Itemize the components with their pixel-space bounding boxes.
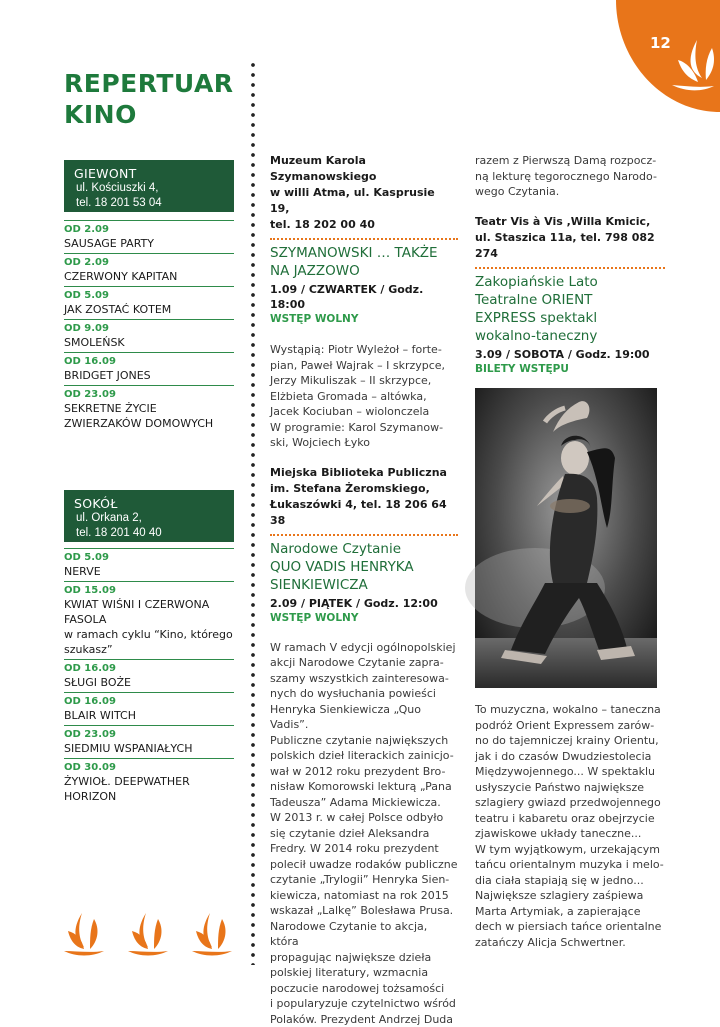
venue-biblioteka — [270, 465, 458, 529]
list-item — [64, 220, 234, 251]
cinema-header-sokol — [64, 490, 234, 542]
film-title: CZERWONY KAPITAN — [64, 269, 234, 284]
flame-ornament-icon — [64, 913, 104, 956]
event-title-line: EXPRESS spektakl — [475, 309, 665, 327]
event-entry: WSTĘP WOLNY — [270, 611, 458, 626]
film-date: OD 2.09 — [64, 223, 234, 236]
text-line: pian, Paweł Wajrak – I skrzypce, — [270, 358, 458, 374]
text-line: propagując największe dzieła — [270, 950, 458, 966]
text-line: To muzyczna, wokalno – taneczna — [475, 702, 670, 718]
venue-line: ul. Staszica 11a, tel. 798 082 274 — [475, 230, 665, 262]
film-title: JAK ZOSTAĆ KOTEM — [64, 302, 234, 317]
text-line: szlagiery gwiazd przedwojennego — [475, 795, 670, 811]
title-line-2: KINO — [64, 99, 234, 130]
text-line: i popularyzuje czytelnictwo wśród — [270, 996, 458, 1012]
film-date: OD 9.09 — [64, 322, 234, 335]
text-line: Jacek Kociuban – wiolonczela — [270, 404, 458, 420]
event-entry: BILETY WSTĘPU — [475, 362, 665, 377]
film-title: NERVE — [64, 564, 234, 579]
text-line: się czytanie dzieł Aleksandra — [270, 826, 458, 842]
film-date: OD 23.09 — [64, 388, 234, 401]
film-date: OD 2.09 — [64, 256, 234, 269]
text-line: W 2013 r. w całej Polsce odbyło — [270, 810, 458, 826]
column-divider — [250, 60, 256, 965]
continued-text — [475, 153, 665, 200]
event-title-line: Narodowe Czytanie — [270, 540, 458, 558]
list-item — [64, 352, 234, 383]
film-date: OD 23.09 — [64, 728, 234, 741]
text-line: wał w 2012 roku prezydent Bro- — [270, 764, 458, 780]
list-item — [64, 725, 234, 756]
list-item — [64, 581, 234, 657]
text-line: ną lekturę tegorocznego Narodo- — [475, 169, 665, 185]
text-line: dech w piersiach tańce orientalne — [475, 919, 670, 935]
dotted-separator — [475, 267, 665, 269]
film-date: OD 15.09 — [64, 584, 234, 597]
venue-szymanowski — [270, 153, 458, 233]
cinema-address: ul. Orkana 2, — [74, 511, 234, 526]
film-title: SMOLEŃSK — [64, 335, 234, 350]
text-line: zjawiskowe układy taneczne... — [475, 826, 670, 842]
film-title: SŁUGI BOŻE — [64, 675, 234, 690]
text-line: poczucie narodowej tożsamości — [270, 981, 458, 997]
venue-line: tel. 18 202 00 40 — [270, 217, 458, 233]
event-title-line: QUO VADIS HENRYKA — [270, 558, 458, 576]
film-date: OD 30.09 — [64, 761, 234, 774]
venue-line: im. Stefana Żeromskiego, — [270, 481, 458, 497]
event-title-line: NA JAZZOWO — [270, 262, 458, 280]
film-title: BRIDGET JONES — [64, 368, 234, 383]
list-item — [64, 548, 234, 579]
text-line: akcji Narodowe Czytanie zapra- — [270, 655, 458, 671]
dancer-photo — [475, 388, 657, 688]
event-column-middle — [270, 153, 458, 1027]
film-list-sokol — [64, 548, 234, 806]
film-title: SEKRETNE ŻYCIE ZWIERZAKÓW DOMOWYCH — [64, 401, 234, 431]
text-line: Największe szlagiery zaśpiewa — [475, 888, 670, 904]
venue-line: Łukaszówki 4, tel. 18 206 64 38 — [270, 497, 458, 529]
film-title: KWIAT WIŚNI I CZERWONA FASOLA — [64, 597, 234, 627]
film-date: OD 5.09 — [64, 289, 234, 302]
text-line: Henryka Sienkiewicza „Quo Vadis”. — [270, 702, 458, 733]
film-date: OD 16.09 — [64, 662, 234, 675]
text-line: kiewicza, natomiast na rok 2015 — [270, 888, 458, 904]
text-line: W ramach V edycji ogólnopolskiej — [270, 640, 458, 656]
film-title: BLAIR WITCH — [64, 708, 234, 723]
event-title-line: SIENKIEWICZA — [270, 576, 458, 594]
dotted-separator — [270, 238, 458, 240]
text-line: W programie: Karol Szymanow- — [270, 420, 458, 436]
film-title: SIEDMIU WSPANIAŁYCH — [64, 741, 234, 756]
event-title — [270, 540, 458, 594]
film-date: OD 5.09 — [64, 551, 234, 564]
venue-teatr — [475, 214, 665, 262]
cinema-phone: tel. 18 201 53 04 — [74, 196, 234, 211]
event-entry: WSTĘP WOLNY — [270, 312, 458, 327]
venue-line: Muzeum Karola Szymanowskiego — [270, 153, 458, 185]
text-line: Elżbieta Gromada – altówka, — [270, 389, 458, 405]
text-line: tańcu orientalnym muzyka i melo- — [475, 857, 670, 873]
film-title: ŻYWIOŁ. DEEPWATHER HORIZON — [64, 774, 234, 804]
film-list-giewont — [64, 220, 234, 433]
film-date: OD 16.09 — [64, 695, 234, 708]
page-corner-decoration — [602, 0, 720, 112]
text-line: Polaków. Prezydent Andrzej Duda — [270, 1012, 458, 1027]
event-title — [270, 244, 458, 280]
film-title: SAUSAGE PARTY — [64, 236, 234, 251]
event-title-line: Zakopiańskie Lato — [475, 273, 665, 291]
event-date: 1.09 / CZWARTEK / Godz. 18:00 — [270, 282, 458, 312]
text-line: polskich dzieł literackich zainicjo- — [270, 748, 458, 764]
event-title-line: wokalno-taneczny — [475, 327, 665, 345]
text-line: jak i do czasów Dwudziestolecia — [475, 749, 670, 765]
flame-ornament-icon — [192, 913, 232, 956]
text-line: W tym wyjątkowym, urzekającym — [475, 842, 670, 858]
film-subtitle: w ramach cyklu “Kino, którego szukasz” — [64, 627, 234, 657]
text-line: teatru i kabaretu oraz obejrzycie — [475, 811, 670, 827]
text-line: no do tajemniczej krainy Orientu, — [475, 733, 670, 749]
event-title-line: SZYMANOWSKI … TAKŻE — [270, 244, 458, 262]
event-column-right — [475, 153, 665, 377]
text-line: zatańczy Alicja Schwertner. — [475, 935, 670, 951]
dotted-separator — [270, 534, 458, 536]
venue-line: Miejska Biblioteka Publiczna — [270, 465, 458, 481]
cinema-name: SOKÓŁ — [74, 496, 234, 511]
text-line: Międzywojennego... W spektaklu — [475, 764, 670, 780]
text-line: Narodowe Czytanie to akcja, która — [270, 919, 458, 950]
text-line: Wystąpią: Piotr Wyleżoł – forte- — [270, 342, 458, 358]
list-item — [64, 286, 234, 317]
text-line: wego Czytania. — [475, 184, 665, 200]
venue-line: w willi Atma, ul. Kasprusie 19, — [270, 185, 458, 217]
text-line: czytanie „Trylogii” Henryka Sien- — [270, 872, 458, 888]
list-item — [64, 692, 234, 723]
text-line: ski, Wojciech Łyko — [270, 435, 458, 451]
event-date: 3.09 / SOBOTA / Godz. 19:00 — [475, 347, 665, 362]
event-title-line: Teatralne ORIENT — [475, 291, 665, 309]
text-line: Tadeusza” Adama Mickiewicza. — [270, 795, 458, 811]
text-line: nych do wysłuchania powieści — [270, 686, 458, 702]
cinema-phone: tel. 18 201 40 40 — [74, 526, 234, 541]
list-item — [64, 659, 234, 690]
event-title — [475, 273, 665, 345]
list-item — [64, 385, 234, 431]
title-line-1: REPERTUAR — [64, 68, 234, 99]
venue-line: Teatr Vis à Vis ,Willa Kmicic, — [475, 214, 665, 230]
section-title — [64, 68, 234, 130]
text-line: Jerzy Mikuliszak – II skrzypce, — [270, 373, 458, 389]
flame-ornament-icon — [128, 913, 168, 956]
text-line: usłyszycie Państwo największe — [475, 780, 670, 796]
text-line: podróż Orient Expressem zarów- — [475, 718, 670, 734]
text-line: Publiczne czytanie największych — [270, 733, 458, 749]
text-line: szamy wszystkich zainteresowa- — [270, 671, 458, 687]
list-item — [64, 758, 234, 804]
list-item — [64, 319, 234, 350]
event-description — [270, 342, 458, 451]
text-line: dia ciała stapiają się w jedno... — [475, 873, 670, 889]
text-line: polecił uwadze rodaków publiczne — [270, 857, 458, 873]
text-line: Fredry. W 2014 roku prezydent — [270, 841, 458, 857]
film-date: OD 16.09 — [64, 355, 234, 368]
text-line: nisław Komorowski lekturą „Pana — [270, 779, 458, 795]
orient-description — [475, 702, 670, 950]
flame-ornament-row — [60, 905, 240, 965]
page-number: 12 — [650, 34, 671, 52]
cinema-header-giewont — [64, 160, 234, 212]
event-date: 2.09 / PIĄTEK / Godz. 12:00 — [270, 596, 458, 611]
text-line: Marta Artymiak, a zapierające — [475, 904, 670, 920]
text-line: polskiej literatury, wzmacnia — [270, 965, 458, 981]
text-line: razem z Pierwszą Damą rozpocz- — [475, 153, 665, 169]
cinema-name: GIEWONT — [74, 166, 234, 181]
list-item — [64, 253, 234, 284]
event-description — [270, 640, 458, 1027]
cinema-address: ul. Kościuszki 4, — [74, 181, 234, 196]
text-line: wskazał „Lalkę” Bolesława Prusa. — [270, 903, 458, 919]
